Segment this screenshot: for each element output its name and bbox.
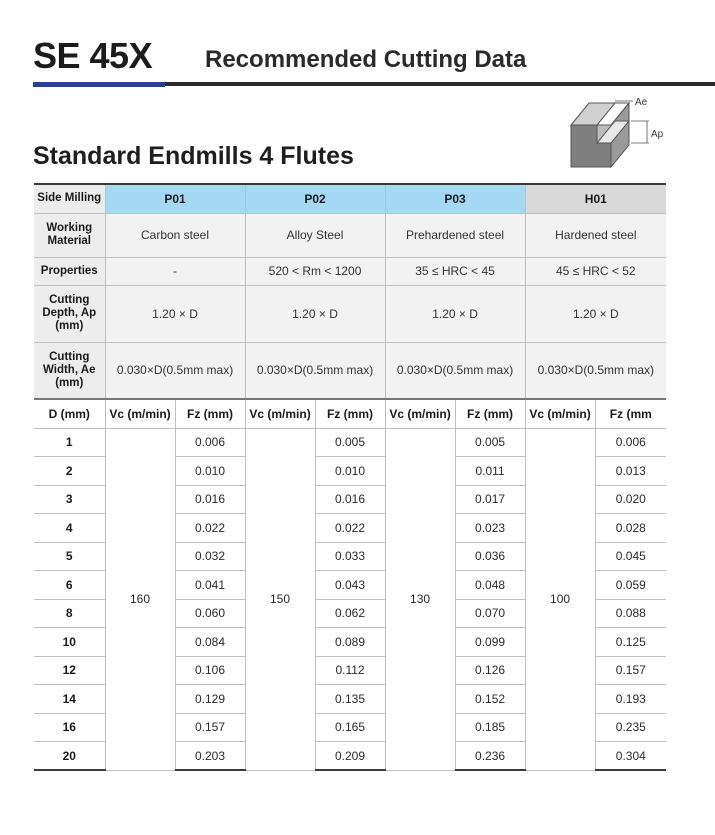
- fz-value: 0.016: [175, 485, 245, 514]
- fz-value: 0.235: [595, 713, 666, 742]
- model-title: SE 45X: [33, 35, 153, 76]
- depth-value: 1.20 × D: [525, 285, 666, 342]
- properties-value: 35 ≤ HRC < 45: [385, 257, 525, 285]
- fz-value: 0.203: [175, 742, 245, 771]
- fz-value: 0.236: [455, 742, 525, 771]
- fz-header: Fz (mm): [315, 399, 385, 428]
- vc-value: 100: [525, 428, 595, 770]
- fz-value: 0.005: [315, 428, 385, 457]
- fz-value: 0.209: [315, 742, 385, 771]
- fz-value: 0.125: [595, 628, 666, 657]
- diameter-cell: 6: [34, 571, 105, 600]
- depth-row: [34, 285, 666, 342]
- diameter-cell: 1: [34, 428, 105, 457]
- group-p01: P01: [105, 184, 245, 213]
- fz-value: 0.022: [175, 514, 245, 543]
- fz-value: 0.006: [175, 428, 245, 457]
- ae-label: Ae: [635, 97, 648, 108]
- diameter-cell: 16: [34, 713, 105, 742]
- diameter-cell: 5: [34, 542, 105, 571]
- fz-header: Fz (mm: [595, 399, 666, 428]
- section-title: Standard Endmills 4 Flutes: [33, 142, 354, 170]
- fz-value: 0.084: [175, 628, 245, 657]
- width-label: Cutting Width, Ae (mm): [34, 342, 105, 399]
- fz-value: 0.022: [315, 514, 385, 543]
- fz-value: 0.023: [455, 514, 525, 543]
- fz-value: 0.060: [175, 599, 245, 628]
- page-subtitle: Recommended Cutting Data: [205, 46, 527, 73]
- fz-value: 0.106: [175, 656, 245, 685]
- fz-value: 0.006: [595, 428, 666, 457]
- fz-value: 0.032: [175, 542, 245, 571]
- fz-value: 0.020: [595, 485, 666, 514]
- vc-header: Vc (m/min): [245, 399, 315, 428]
- vc-header: Vc (m/min): [385, 399, 455, 428]
- fz-header: Fz (mm): [175, 399, 245, 428]
- diameter-rows: [34, 428, 666, 770]
- fz-value: 0.045: [595, 542, 666, 571]
- properties-value: 45 ≤ HRC < 52: [525, 257, 666, 285]
- fz-value: 0.048: [455, 571, 525, 600]
- width-value: 0.030×D(0.5mm max): [245, 342, 385, 399]
- properties-value: -: [105, 257, 245, 285]
- vc-value: 130: [385, 428, 455, 770]
- fz-value: 0.193: [595, 685, 666, 714]
- fz-value: 0.005: [455, 428, 525, 457]
- fz-value: 0.017: [455, 485, 525, 514]
- properties-label: Properties: [34, 257, 105, 285]
- fz-value: 0.041: [175, 571, 245, 600]
- group-header-row: [34, 184, 666, 213]
- fz-value: 0.157: [175, 713, 245, 742]
- depth-value: 1.20 × D: [385, 285, 525, 342]
- diameter-cell: 4: [34, 514, 105, 543]
- vc-value: 150: [245, 428, 315, 770]
- fz-value: 0.010: [175, 457, 245, 486]
- group-p02: P02: [245, 184, 385, 213]
- vc-value: 160: [105, 428, 175, 770]
- diameter-cell: 20: [34, 742, 105, 771]
- fz-value: 0.043: [315, 571, 385, 600]
- material-value: Prehardened steel: [385, 213, 525, 257]
- fz-value: 0.112: [315, 656, 385, 685]
- fz-value: 0.304: [595, 742, 666, 771]
- fz-value: 0.013: [595, 457, 666, 486]
- diameter-cell: 8: [34, 599, 105, 628]
- cutting-data-table: [34, 183, 666, 771]
- diameter-cell: 14: [34, 685, 105, 714]
- vc-header: Vc (m/min): [525, 399, 595, 428]
- material-row: [34, 213, 666, 257]
- fz-value: 0.157: [595, 656, 666, 685]
- fz-value: 0.028: [595, 514, 666, 543]
- material-label: Working Material: [34, 213, 105, 257]
- material-value: Alloy Steel: [245, 213, 385, 257]
- depth-label: Cutting Depth, Ap (mm): [34, 285, 105, 342]
- material-value: Carbon steel: [105, 213, 245, 257]
- properties-value: 520 < Rm < 1200: [245, 257, 385, 285]
- group-p03: P03: [385, 184, 525, 213]
- fz-value: 0.010: [315, 457, 385, 486]
- width-value: 0.030×D(0.5mm max): [525, 342, 666, 399]
- width-value: 0.030×D(0.5mm max): [385, 342, 525, 399]
- d-header: D (mm): [34, 399, 105, 428]
- fz-header: Fz (mm): [455, 399, 525, 428]
- fz-value: 0.033: [315, 542, 385, 571]
- table-row: [34, 428, 666, 457]
- depth-value: 1.20 × D: [245, 285, 385, 342]
- fz-value: 0.129: [175, 685, 245, 714]
- properties-row: [34, 257, 666, 285]
- width-value: 0.030×D(0.5mm max): [105, 342, 245, 399]
- fz-value: 0.059: [595, 571, 666, 600]
- fz-value: 0.099: [455, 628, 525, 657]
- fz-value: 0.135: [315, 685, 385, 714]
- diameter-cell: 12: [34, 656, 105, 685]
- fz-value: 0.016: [315, 485, 385, 514]
- fz-value: 0.152: [455, 685, 525, 714]
- material-value: Hardened steel: [525, 213, 666, 257]
- column-header-row: [34, 399, 666, 428]
- fz-value: 0.126: [455, 656, 525, 685]
- depth-value: 1.20 × D: [105, 285, 245, 342]
- fz-value: 0.062: [315, 599, 385, 628]
- cutting-diagram: [567, 95, 672, 175]
- header-rule-accent: [33, 82, 165, 87]
- vc-header: Vc (m/min): [105, 399, 175, 428]
- ap-label: Ap: [651, 129, 664, 140]
- fz-value: 0.036: [455, 542, 525, 571]
- diameter-cell: 2: [34, 457, 105, 486]
- group-h01: H01: [525, 184, 666, 213]
- diameter-cell: 10: [34, 628, 105, 657]
- fz-value: 0.011: [455, 457, 525, 486]
- width-row: [34, 342, 666, 399]
- fz-value: 0.070: [455, 599, 525, 628]
- fz-value: 0.088: [595, 599, 666, 628]
- fz-value: 0.185: [455, 713, 525, 742]
- fz-value: 0.165: [315, 713, 385, 742]
- fz-value: 0.089: [315, 628, 385, 657]
- page-header: [33, 34, 715, 88]
- diameter-cell: 3: [34, 485, 105, 514]
- corner-label: Side Milling: [34, 184, 105, 213]
